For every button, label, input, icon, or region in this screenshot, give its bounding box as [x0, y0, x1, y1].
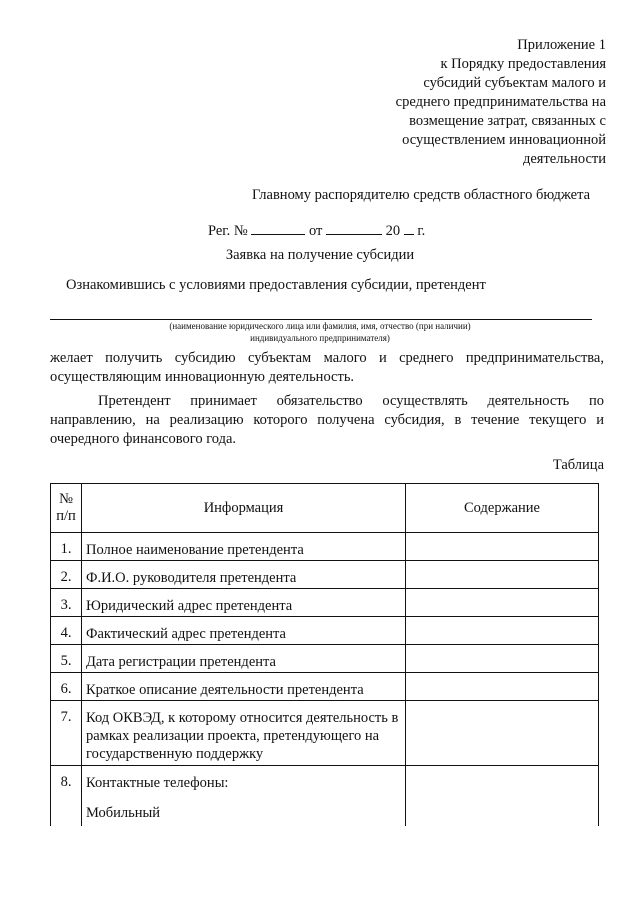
row-content-cell[interactable]: [406, 533, 599, 561]
row-content-cell[interactable]: [406, 589, 599, 617]
appendix-line: деятельности: [522, 151, 606, 167]
registration-line: [208, 221, 425, 240]
reg-year-label: 20: [385, 223, 401, 239]
reg-date-blank: [326, 221, 382, 235]
row-info: Фактический адрес претендента: [82, 617, 406, 645]
table-row: [51, 589, 599, 617]
row-content-cell[interactable]: [406, 561, 599, 589]
header-num-line: п/п: [56, 508, 76, 524]
row-info: Ф.И.О. руководителя претендента: [82, 561, 406, 589]
paragraph-obligation: Претендент принимает обязательство осуществлять деятельность по направлению, на реализацию которого получена субсидия, в течение текущего и очередного финансового года.: [50, 393, 604, 447]
table-row: [51, 766, 599, 826]
row-info: Дата регистрации претендента: [82, 645, 406, 673]
row-number: 5.: [51, 645, 82, 673]
row-content-cell[interactable]: [406, 701, 599, 766]
form-title: Заявка на получение субсидии: [225, 247, 415, 263]
row-content-cell[interactable]: [406, 766, 599, 826]
addressee: Главному распорядителю средств областного бюджета: [252, 187, 591, 203]
appendix-line: осуществлением инновационной: [402, 132, 606, 148]
paragraph-desire: желает получить субсидию субъектам малого и среднего предпринимательства, осуществляющим инновационную деятельность.: [50, 350, 604, 385]
reg-number-label: Рег. №: [208, 223, 248, 239]
table-row: [51, 645, 599, 673]
header-info: Информация: [82, 484, 406, 533]
applicant-caption-line: (наименование юридического лица или фамилия, имя, отчество (при наличии): [169, 321, 471, 331]
row-info: Краткое описание деятельности претендента: [82, 673, 406, 701]
table-header-row: [51, 484, 599, 533]
row-info-main: Контактные телефоны:: [86, 775, 229, 791]
reg-year-blank: [404, 221, 414, 235]
reg-number-blank: [251, 221, 305, 235]
row-info: [82, 766, 406, 826]
reg-from-label: от: [308, 223, 323, 239]
table-row: [51, 701, 599, 766]
row-number: 4.: [51, 617, 82, 645]
table-caption: Таблица: [552, 457, 604, 473]
row-number: 8.: [51, 766, 82, 826]
table-row: [51, 673, 599, 701]
row-info-sub: Мобильный: [86, 805, 161, 821]
header-num-line: №: [59, 491, 73, 507]
appendix-line: субсидий субъектам малого и: [423, 75, 606, 91]
appendix-line: Приложение 1: [517, 37, 606, 53]
info-table: [50, 483, 599, 826]
applicant-caption: [0, 320, 640, 344]
intro-text: Ознакомившись с условиями предоставления субсидии, претендент: [66, 277, 486, 293]
row-number: 6.: [51, 673, 82, 701]
header-num: [51, 484, 82, 533]
appendix-line: возмещение затрат, связанных с: [409, 113, 606, 129]
row-info: Полное наименование претендента: [82, 533, 406, 561]
row-number: 3.: [51, 589, 82, 617]
table-row: [51, 617, 599, 645]
row-number: 1.: [51, 533, 82, 561]
row-content-cell[interactable]: [406, 645, 599, 673]
row-number: 7.: [51, 701, 82, 766]
row-content-cell[interactable]: [406, 617, 599, 645]
appendix-line: к Порядку предоставления: [440, 56, 606, 72]
reg-year-suffix: г.: [417, 223, 426, 239]
header-content: Содержание: [406, 484, 599, 533]
table-row: [51, 533, 599, 561]
row-info: Юридический адрес претендента: [82, 589, 406, 617]
appendix-line: среднего предпринимательства на: [395, 94, 606, 110]
table-row: [51, 561, 599, 589]
appendix-header: [346, 36, 606, 169]
row-info: Код ОКВЭД, к которому относится деятельность в рамках реализации проекта, претендующего на государственную поддержку: [82, 701, 406, 766]
row-content-cell[interactable]: [406, 673, 599, 701]
applicant-caption-line: индивидуального предпринимателя): [250, 333, 390, 343]
row-number: 2.: [51, 561, 82, 589]
